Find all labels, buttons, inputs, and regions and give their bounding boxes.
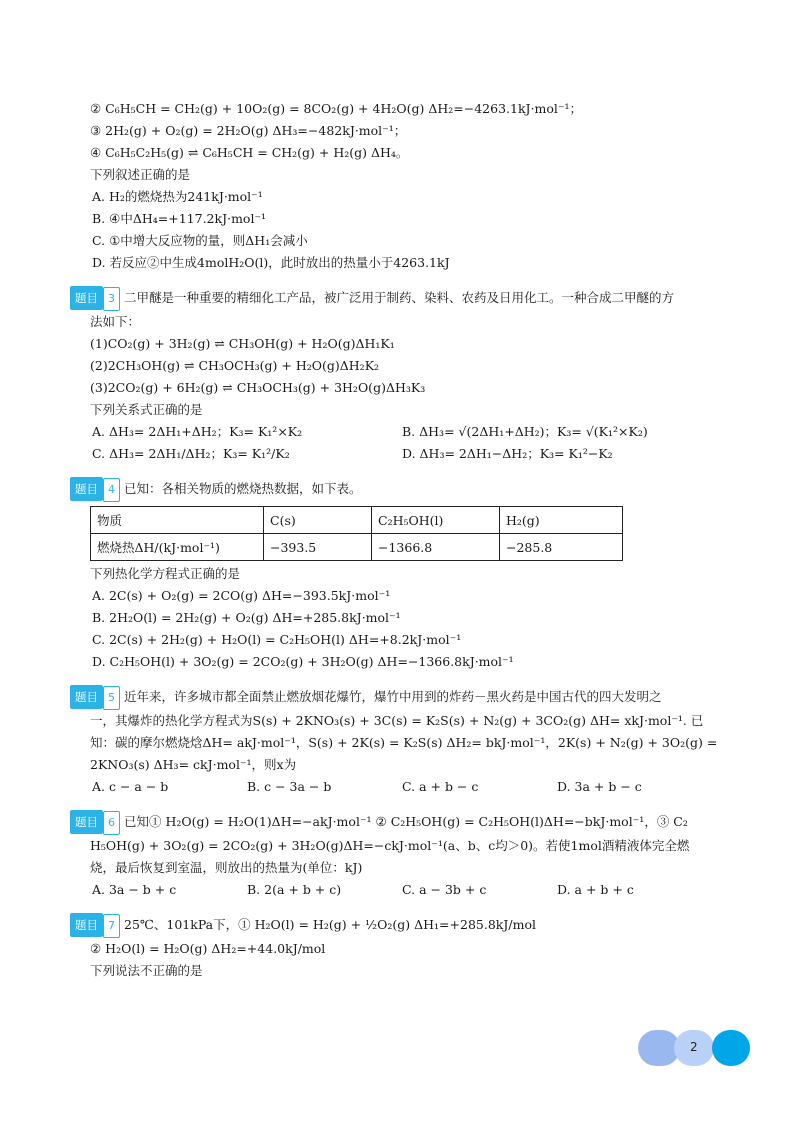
question-4 <box>75 477 730 673</box>
question-number: 7 <box>103 914 120 938</box>
table-cell: H₂(g) <box>500 507 623 534</box>
question-text-line: H₅OH(g) + 3O₂(g) = 2CO₂(g) + 3H₂O(g)ΔH=−ckJ·mol⁻¹(a、b、c均＞0)。若使1mol酒精液体完全燃 <box>90 838 690 853</box>
table-cell: 物质 <box>91 507 264 534</box>
question-stem: 下列关系式正确的是 <box>90 402 203 417</box>
question-5 <box>75 685 730 798</box>
question-tag: 题目 <box>70 286 103 310</box>
option-b: B. 2H₂O(l) = 2H₂(g) + O₂(g) ΔH=+285.8kJ·mol⁻¹ <box>92 610 401 625</box>
table-cell: 燃烧热ΔH/(kJ·mol⁻¹) <box>91 534 264 561</box>
page-decoration <box>712 1030 750 1066</box>
question-text-line: 25℃、101kPa下，① H₂O(l) = H₂(g) + ½O₂(g) ΔH₁=+285.8kJ/mol <box>124 917 536 932</box>
reaction-3: (3)2CO₂(g) + 6H₂(g) ⇌ CH₃OCH₃(g) + 3H₂O(g)ΔH₃K₃ <box>90 380 426 395</box>
option-c: C. a − 3b + c <box>402 882 487 897</box>
question-6 <box>75 810 730 901</box>
question-text-line: 一，其爆炸的热化学方程式为S(s) + 2KNO₃(s) + 3C(s) = K₂S(s) + N₂(g) + 3CO₂(g) ΔH= xkJ·mol⁻¹. 已 <box>90 713 704 728</box>
option-b: B. ④中ΔH₄=+117.2kJ·mol⁻¹ <box>92 211 267 226</box>
option-c: C. ①中增大反应物的量，则ΔH₁会减小 <box>92 233 308 248</box>
question-tag: 题目 <box>70 913 103 937</box>
option-a: A. 3a − b + c <box>92 882 177 897</box>
question-7 <box>75 913 730 982</box>
option-a: A. c − a − b <box>92 779 169 794</box>
question-tag: 题目 <box>70 810 103 834</box>
table-row <box>91 507 623 534</box>
option-a: A. H₂的燃烧热为241kJ·mol⁻¹ <box>92 189 263 204</box>
question-text-line: ② H₂O(l) = H₂O(g) ΔH₂=+44.0kJ/mol <box>90 941 326 956</box>
question-2-tail <box>90 98 730 274</box>
table-cell: −1366.8 <box>372 534 500 561</box>
equation-2: ② C₆H₅CH = CH₂(g) + 10O₂(g) = 8CO₂(g) + 4H₂O(g) ΔH₂=−4263.1kJ·mol⁻¹； <box>90 101 583 116</box>
question-stem: 下列叙述正确的是 <box>90 167 191 182</box>
question-number: 4 <box>103 478 120 502</box>
question-3 <box>75 286 730 465</box>
combustion-heat-table <box>90 506 623 561</box>
question-number: 3 <box>103 287 120 311</box>
option-a: A. ΔH₃= 2ΔH₁+ΔH₂；K₃= K₁²×K₂ <box>92 424 303 439</box>
table-cell: −285.8 <box>500 534 623 561</box>
reaction-1: (1)CO₂(g) + 3H₂(g) ⇌ CH₃OH(g) + H₂O(g)ΔH₁K₁ <box>90 336 395 351</box>
question-intro-cont: 法如下： <box>90 314 141 329</box>
option-d: D. 3a + b − c <box>557 779 642 794</box>
question-stem: 下列热化学方程式正确的是 <box>90 566 241 581</box>
option-d: D. a + b + c <box>557 882 634 897</box>
option-d: D. 若反应②中生成4molH₂O(l)，此时放出的热量小于4263.1kJ <box>92 255 450 270</box>
option-b: B. 2(a + b + c) <box>247 882 342 897</box>
equation-4: ④ C₆H₅C₂H₅(g) ⇌ C₆H₅CH = CH₂(g) + H₂(g) ΔH₄。 <box>90 145 409 160</box>
option-c: C. ΔH₃= 2ΔH₁/ΔH₂；K₃= K₁²/K₂ <box>92 446 290 461</box>
question-text-line: 烧，最后恢复到室温，则放出的热量为(单位：kJ) <box>90 860 363 875</box>
question-intro: 已知：各相关物质的燃烧热数据，如下表。 <box>124 481 362 496</box>
question-text-line: 2KNO₃(s) ΔH₃= ckJ·mol⁻¹，则x为 <box>90 757 297 772</box>
equation-3: ③ 2H₂(g) + O₂(g) = 2H₂O(g) ΔH₃=−482kJ·mol⁻¹； <box>90 123 407 138</box>
option-c: C. a + b − c <box>402 779 479 794</box>
question-text-line: 已知① H₂O(g) = H₂O(1)ΔH=−akJ·mol⁻¹ ② C₂H₅OH(g) = C₂H₅OH(l)ΔH=−bkJ·mol⁻¹，③ C₂ <box>124 814 688 829</box>
option-c: C. 2C(s) + 2H₂(g) + H₂O(l) = C₂H₅OH(l) ΔH=+8.2kJ·mol⁻¹ <box>92 632 462 647</box>
question-tag: 题目 <box>70 685 103 709</box>
table-cell: C₂H₅OH(l) <box>372 507 500 534</box>
question-number: 5 <box>103 686 120 710</box>
option-d: D. ΔH₃= 2ΔH₁−ΔH₂；K₃= K₁²−K₂ <box>402 446 613 461</box>
question-intro: 二甲醚是一种重要的精细化工产品，被广泛用于制药、染料、农药及日用化工。一种合成二甲醚的方 <box>124 290 675 305</box>
table-cell: C(s) <box>264 507 372 534</box>
option-a: A. 2C(s) + O₂(g) = 2CO(g) ΔH=−393.5kJ·mol⁻¹ <box>92 588 391 603</box>
question-tag: 题目 <box>70 477 103 501</box>
question-number: 6 <box>103 811 120 835</box>
reaction-2: (2)2CH₃OH(g) ⇌ CH₃OCH₃(g) + H₂O(g)ΔH₂K₂ <box>90 358 380 373</box>
page-number: 2 <box>690 1040 698 1054</box>
question-stem: 下列说法不正确的是 <box>90 963 203 978</box>
page-content <box>75 98 730 982</box>
option-b: B. c − 3a − b <box>247 779 332 794</box>
option-d: D. C₂H₅OH(l) + 3O₂(g) = 2CO₂(g) + 3H₂O(g) ΔH=−1366.8kJ·mol⁻¹ <box>92 654 514 669</box>
option-b: B. ΔH₃= √(2ΔH₁+ΔH₂)；K₃= √(K₁²×K₂) <box>402 424 648 439</box>
question-text-line: 近年来，许多城市都全面禁止燃放烟花爆竹，爆竹中用到的炸药－黑火药是中国古代的四大发明之 <box>124 689 662 704</box>
table-row <box>91 534 623 561</box>
question-text-line: 知：碳的摩尔燃烧焓ΔH= akJ·mol⁻¹，S(s) + 2K(s) = K₂S(s) ΔH₂= bkJ·mol⁻¹，2K(s) + N₂(g) + 3O₂(g) = <box>90 735 718 750</box>
table-cell: −393.5 <box>264 534 372 561</box>
